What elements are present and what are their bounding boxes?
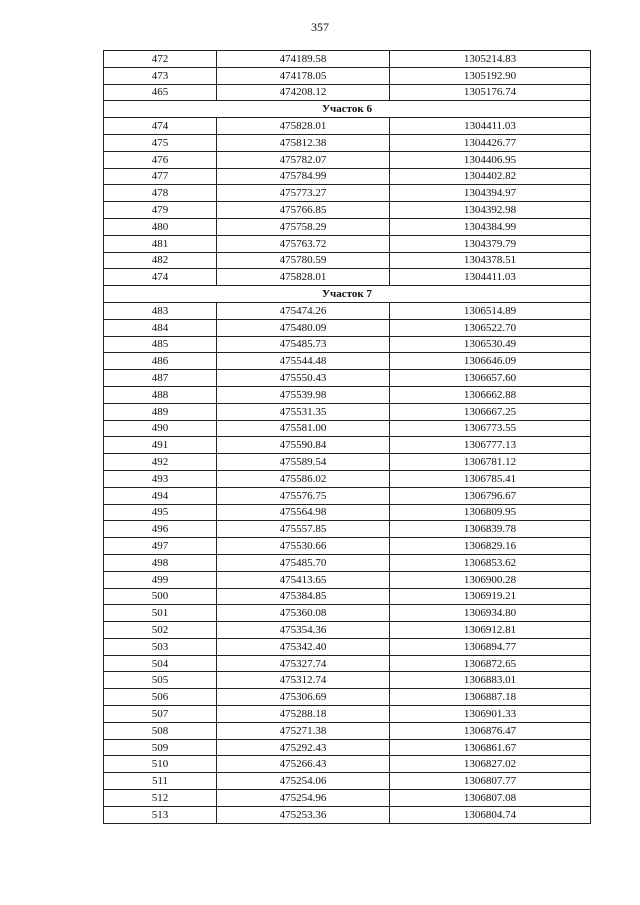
x-coordinate-cell: 475266.43: [217, 756, 390, 773]
x-coordinate-cell: 475586.02: [217, 470, 390, 487]
point-number-cell: 481: [104, 235, 217, 252]
x-coordinate-cell: 475271.38: [217, 722, 390, 739]
x-coordinate-cell: 475306.69: [217, 689, 390, 706]
point-number-cell: 478: [104, 185, 217, 202]
x-coordinate-cell: 475758.29: [217, 218, 390, 235]
coordinates-table-body: [104, 51, 591, 824]
x-coordinate-cell: 475581.00: [217, 420, 390, 437]
table-row: [104, 252, 591, 269]
x-coordinate-cell: 475288.18: [217, 706, 390, 723]
point-number-cell: 506: [104, 689, 217, 706]
x-coordinate-cell: 475812.38: [217, 134, 390, 151]
x-coordinate-cell: 475784.99: [217, 168, 390, 185]
table-row: [104, 689, 591, 706]
table-row: [104, 504, 591, 521]
y-coordinate-cell: 1304384.99: [390, 218, 591, 235]
point-number-cell: 497: [104, 538, 217, 555]
x-coordinate-cell: 475485.73: [217, 336, 390, 353]
y-coordinate-cell: 1306807.77: [390, 773, 591, 790]
point-number-cell: 484: [104, 319, 217, 336]
point-number-cell: 474: [104, 269, 217, 286]
y-coordinate-cell: 1304402.82: [390, 168, 591, 185]
point-number-cell: 485: [104, 336, 217, 353]
point-number-cell: 510: [104, 756, 217, 773]
point-number-cell: 500: [104, 588, 217, 605]
y-coordinate-cell: 1305192.90: [390, 67, 591, 84]
table-row: [104, 487, 591, 504]
y-coordinate-cell: 1306522.70: [390, 319, 591, 336]
point-number-cell: 472: [104, 51, 217, 68]
point-number-cell: 501: [104, 605, 217, 622]
x-coordinate-cell: 475564.98: [217, 504, 390, 521]
x-coordinate-cell: 475327.74: [217, 655, 390, 672]
y-coordinate-cell: 1305176.74: [390, 84, 591, 101]
point-number-cell: 504: [104, 655, 217, 672]
table-row: [104, 370, 591, 387]
x-coordinate-cell: 475254.96: [217, 790, 390, 807]
point-number-cell: 476: [104, 151, 217, 168]
table-row: [104, 605, 591, 622]
y-coordinate-cell: 1304378.51: [390, 252, 591, 269]
y-coordinate-cell: 1306785.41: [390, 470, 591, 487]
x-coordinate-cell: 475485.70: [217, 554, 390, 571]
table-row: [104, 67, 591, 84]
table-row: [104, 269, 591, 286]
point-number-cell: 465: [104, 84, 217, 101]
point-number-cell: 473: [104, 67, 217, 84]
y-coordinate-cell: 1306876.47: [390, 722, 591, 739]
table-row: [104, 571, 591, 588]
section-title: Участок 7: [104, 286, 591, 303]
y-coordinate-cell: 1304406.95: [390, 151, 591, 168]
table-row: [104, 790, 591, 807]
x-coordinate-cell: 475828.01: [217, 118, 390, 135]
y-coordinate-cell: 1306894.77: [390, 638, 591, 655]
table-row: [104, 773, 591, 790]
table-row: [104, 202, 591, 219]
table-row: [104, 437, 591, 454]
section-title: Участок 6: [104, 101, 591, 118]
y-coordinate-cell: 1306853.62: [390, 554, 591, 571]
point-number-cell: 499: [104, 571, 217, 588]
point-number-cell: 490: [104, 420, 217, 437]
y-coordinate-cell: 1306872.65: [390, 655, 591, 672]
x-coordinate-cell: 475589.54: [217, 454, 390, 471]
x-coordinate-cell: 475576.75: [217, 487, 390, 504]
y-coordinate-cell: 1306662.88: [390, 386, 591, 403]
y-coordinate-cell: 1306809.95: [390, 504, 591, 521]
y-coordinate-cell: 1306912.81: [390, 622, 591, 639]
table-row: [104, 538, 591, 555]
table-row: [104, 806, 591, 823]
x-coordinate-cell: 475480.09: [217, 319, 390, 336]
y-coordinate-cell: 1306861.67: [390, 739, 591, 756]
x-coordinate-cell: 475550.43: [217, 370, 390, 387]
x-coordinate-cell: 475354.36: [217, 622, 390, 639]
table-row: [104, 554, 591, 571]
y-coordinate-cell: 1304394.97: [390, 185, 591, 202]
x-coordinate-cell: 475254.06: [217, 773, 390, 790]
point-number-cell: 505: [104, 672, 217, 689]
x-coordinate-cell: 475780.59: [217, 252, 390, 269]
y-coordinate-cell: 1306804.74: [390, 806, 591, 823]
x-coordinate-cell: 475360.08: [217, 605, 390, 622]
y-coordinate-cell: 1306777.13: [390, 437, 591, 454]
table-row: [104, 756, 591, 773]
x-coordinate-cell: 475413.65: [217, 571, 390, 588]
point-number-cell: 486: [104, 353, 217, 370]
table-row: [104, 84, 591, 101]
table-row: [104, 655, 591, 672]
table-row: [104, 386, 591, 403]
table-row: [104, 319, 591, 336]
table-row: [104, 353, 591, 370]
x-coordinate-cell: 475292.43: [217, 739, 390, 756]
table-row: [104, 403, 591, 420]
table-row: [104, 168, 591, 185]
table-row: [104, 722, 591, 739]
table-row: [104, 622, 591, 639]
x-coordinate-cell: 474189.58: [217, 51, 390, 68]
x-coordinate-cell: 475530.66: [217, 538, 390, 555]
x-coordinate-cell: 475773.27: [217, 185, 390, 202]
point-number-cell: 482: [104, 252, 217, 269]
section-header-row: [104, 286, 591, 303]
table-row: [104, 185, 591, 202]
x-coordinate-cell: 475342.40: [217, 638, 390, 655]
y-coordinate-cell: 1304411.03: [390, 269, 591, 286]
y-coordinate-cell: 1306839.78: [390, 521, 591, 538]
table-row: [104, 235, 591, 252]
y-coordinate-cell: 1306887.18: [390, 689, 591, 706]
page-number: 357: [311, 20, 329, 34]
point-number-cell: 509: [104, 739, 217, 756]
x-coordinate-cell: 475782.07: [217, 151, 390, 168]
x-coordinate-cell: 475384.85: [217, 588, 390, 605]
point-number-cell: 512: [104, 790, 217, 807]
point-number-cell: 494: [104, 487, 217, 504]
x-coordinate-cell: 475539.98: [217, 386, 390, 403]
x-coordinate-cell: 475590.84: [217, 437, 390, 454]
point-number-cell: 498: [104, 554, 217, 571]
table-row: [104, 638, 591, 655]
x-coordinate-cell: 475763.72: [217, 235, 390, 252]
point-number-cell: 511: [104, 773, 217, 790]
y-coordinate-cell: 1306781.12: [390, 454, 591, 471]
table-row: [104, 336, 591, 353]
y-coordinate-cell: 1304426.77: [390, 134, 591, 151]
y-coordinate-cell: 1306919.21: [390, 588, 591, 605]
table-row: [104, 51, 591, 68]
x-coordinate-cell: 475828.01: [217, 269, 390, 286]
table-row: [104, 739, 591, 756]
x-coordinate-cell: 475557.85: [217, 521, 390, 538]
point-number-cell: 491: [104, 437, 217, 454]
point-number-cell: 488: [104, 386, 217, 403]
table-row: [104, 521, 591, 538]
y-coordinate-cell: 1306796.67: [390, 487, 591, 504]
table-row: [104, 454, 591, 471]
y-coordinate-cell: 1306934.80: [390, 605, 591, 622]
point-number-cell: 507: [104, 706, 217, 723]
x-coordinate-cell: 475253.36: [217, 806, 390, 823]
y-coordinate-cell: 1306900.28: [390, 571, 591, 588]
table-row: [104, 706, 591, 723]
y-coordinate-cell: 1306901.33: [390, 706, 591, 723]
y-coordinate-cell: 1306657.60: [390, 370, 591, 387]
y-coordinate-cell: 1306773.55: [390, 420, 591, 437]
point-number-cell: 489: [104, 403, 217, 420]
table-row: [104, 151, 591, 168]
y-coordinate-cell: 1306530.49: [390, 336, 591, 353]
x-coordinate-cell: 475312.74: [217, 672, 390, 689]
table-row: [104, 302, 591, 319]
x-coordinate-cell: 474208.12: [217, 84, 390, 101]
y-coordinate-cell: 1306807.08: [390, 790, 591, 807]
point-number-cell: 483: [104, 302, 217, 319]
section-header-row: [104, 101, 591, 118]
x-coordinate-cell: 475544.48: [217, 353, 390, 370]
point-number-cell: 508: [104, 722, 217, 739]
y-coordinate-cell: 1305214.83: [390, 51, 591, 68]
table-row: [104, 470, 591, 487]
y-coordinate-cell: 1306514.89: [390, 302, 591, 319]
point-number-cell: 479: [104, 202, 217, 219]
point-number-cell: 496: [104, 521, 217, 538]
point-number-cell: 492: [104, 454, 217, 471]
y-coordinate-cell: 1304379.79: [390, 235, 591, 252]
y-coordinate-cell: 1306829.16: [390, 538, 591, 555]
y-coordinate-cell: 1306646.09: [390, 353, 591, 370]
table-row: [104, 588, 591, 605]
x-coordinate-cell: 475474.26: [217, 302, 390, 319]
x-coordinate-cell: 475766.85: [217, 202, 390, 219]
point-number-cell: 495: [104, 504, 217, 521]
coordinates-table: [103, 50, 591, 824]
y-coordinate-cell: 1306883.01: [390, 672, 591, 689]
point-number-cell: 503: [104, 638, 217, 655]
point-number-cell: 477: [104, 168, 217, 185]
point-number-cell: 474: [104, 118, 217, 135]
table-row: [104, 134, 591, 151]
table-row: [104, 672, 591, 689]
point-number-cell: 475: [104, 134, 217, 151]
point-number-cell: 493: [104, 470, 217, 487]
point-number-cell: 487: [104, 370, 217, 387]
table-row: [104, 420, 591, 437]
table-row: [104, 118, 591, 135]
x-coordinate-cell: 474178.05: [217, 67, 390, 84]
y-coordinate-cell: 1306827.02: [390, 756, 591, 773]
y-coordinate-cell: 1306667.25: [390, 403, 591, 420]
point-number-cell: 513: [104, 806, 217, 823]
y-coordinate-cell: 1304411.03: [390, 118, 591, 135]
point-number-cell: 502: [104, 622, 217, 639]
table-row: [104, 218, 591, 235]
x-coordinate-cell: 475531.35: [217, 403, 390, 420]
point-number-cell: 480: [104, 218, 217, 235]
y-coordinate-cell: 1304392.98: [390, 202, 591, 219]
